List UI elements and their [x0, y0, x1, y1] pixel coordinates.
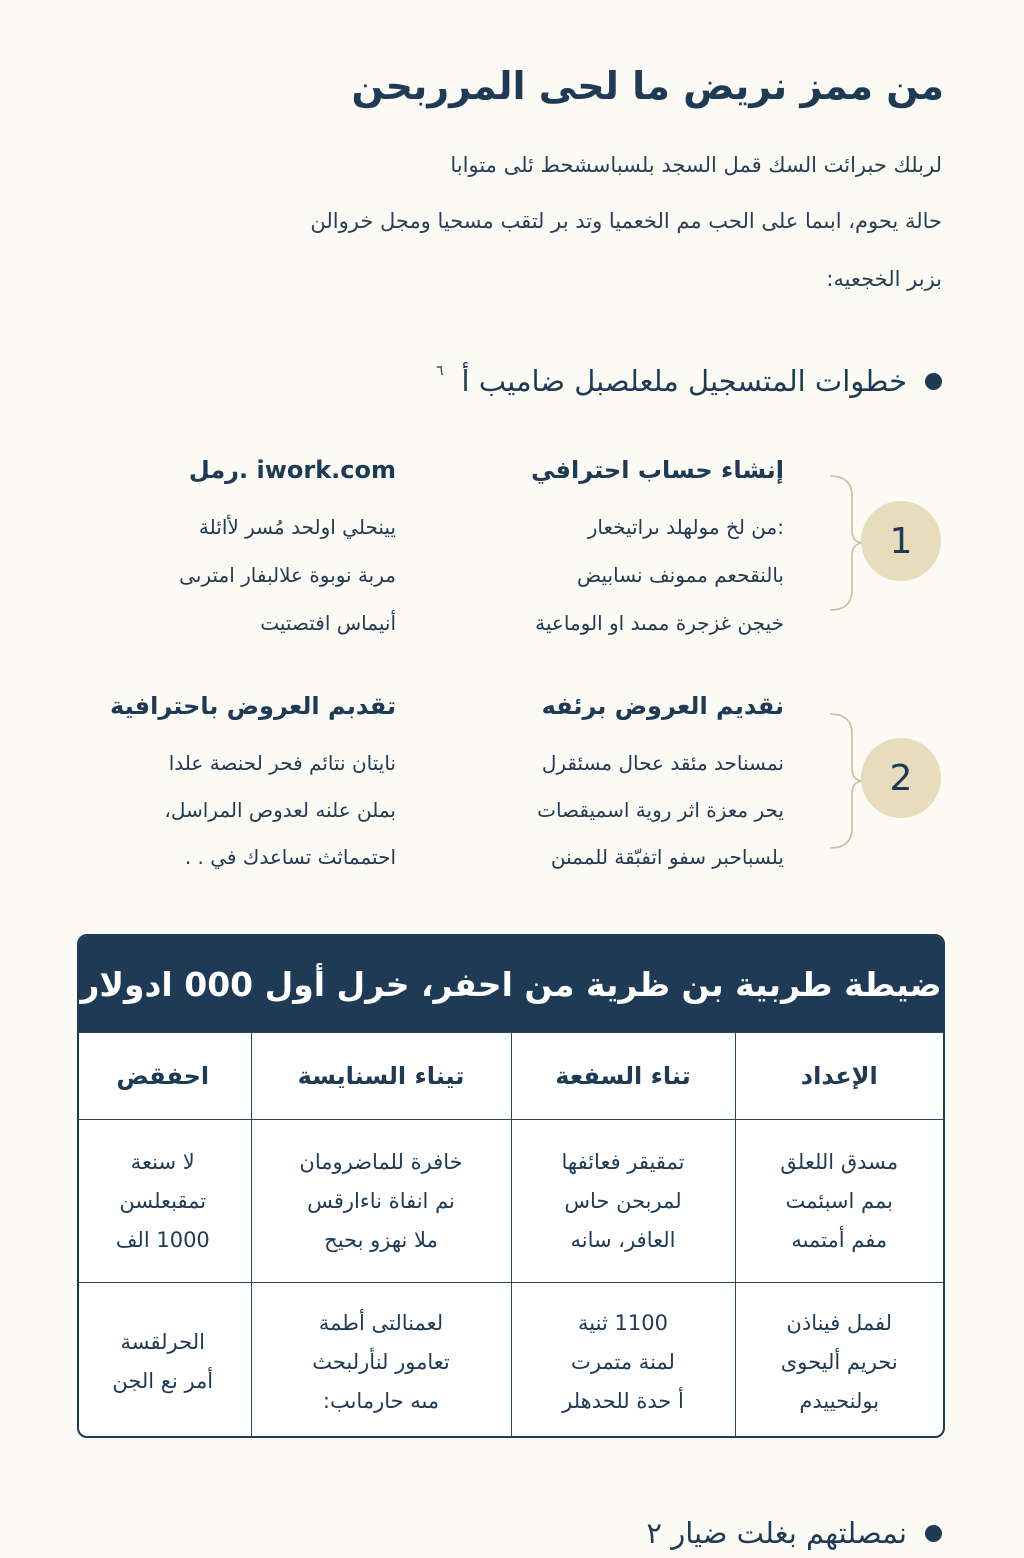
table-header-cell: احفقض: [77, 1033, 251, 1120]
intro-line: بزبر الخجعيه:: [826, 267, 942, 291]
table-cell: [735, 1283, 943, 1439]
step-1-right-title: إنشاء حساب احترافي: [531, 456, 784, 484]
table-cell: [511, 1283, 735, 1439]
cell-line: أ حدة للحدهلر: [562, 1388, 684, 1413]
bullet-icon: [925, 1525, 942, 1542]
cell-line: 1100 ثنية: [578, 1310, 668, 1335]
next-section-heading: [82, 1508, 942, 1558]
cell-line: تمقيقر فعائفها: [561, 1149, 685, 1174]
step-2-left-line: احتمماثث تساعدك في . .: [184, 845, 396, 869]
table-title: ضيطة طربية بن ظرية من احفر، خرل أول 000 ادولار: [79, 936, 943, 1032]
table-row: [77, 1120, 943, 1283]
page-title: من ممز نريض ما لحى المرربحن: [351, 64, 944, 108]
table-row: [77, 1283, 943, 1439]
table-cell: [735, 1120, 943, 1283]
step-2-left-line: نايتان نتائم فحر لحنصة علدا: [168, 751, 396, 775]
steps-section-heading: [82, 356, 942, 406]
cell-line: نحريم أليحوى: [780, 1349, 898, 1374]
cell-line: لا سنعة: [130, 1149, 195, 1174]
step-1-left-title: iwork.com .رمل: [188, 456, 396, 484]
step-2-right-title: نقديم العروض برئفه: [541, 692, 784, 720]
table-cell: [77, 1283, 251, 1439]
intro-line: حالة يحوم، ابىما على الحب مم الخعميا وتد بر لتقب مسحيا ومجل خروالن: [310, 209, 942, 233]
step-1-right-line: بالنقحعم ممونف نسابيض: [577, 563, 784, 587]
cell-line: لمنة متمرت: [571, 1349, 675, 1374]
steps-heading-text: خطوات المتسجيل ملعلصبل ضاميب أ: [461, 364, 907, 398]
table-header-cell: تناء السفعة: [511, 1033, 735, 1120]
step-2-left-title: تقدبم العروض باحترافية: [110, 692, 396, 720]
cell-line: لعمنالتى أطمة: [318, 1310, 444, 1335]
cell-line: مسدق اللعلق: [780, 1149, 899, 1174]
step-1-left-line: يينحلي اولحد مُسر لأائلة: [198, 515, 396, 539]
cell-line: الحرلقسة: [120, 1330, 205, 1354]
cell-line: 1000 الف: [115, 1227, 210, 1252]
table-header-cell: الإعداد: [735, 1033, 943, 1120]
bullet-icon: [925, 373, 942, 390]
step-1-left-line: أنيماس افتصتيت: [260, 611, 396, 635]
step-2-right-line: نمسناحد مئقد عحال مسئقرل: [541, 751, 784, 775]
cell-line: نم انفاة ناءارقس: [307, 1188, 455, 1213]
next-section-heading-text: نمصلتهم بغلت ضيار ٢: [646, 1516, 907, 1550]
table-header-cell: تيناء السنايسة: [251, 1033, 511, 1120]
cell-line: ملا نهزو بحيح: [324, 1227, 438, 1252]
cell-line: تعامور لنأرلبحث: [312, 1349, 450, 1374]
table-cell: [251, 1120, 511, 1283]
step-1-number-badge: 1: [861, 501, 941, 581]
step-2-right-line: يحر معزة اثر روية اسميقصات: [537, 798, 784, 822]
cell-line: لمربحن حاس: [564, 1188, 682, 1213]
cell-line: لفمل فيناذن: [786, 1310, 893, 1335]
step-1-right-line: :من لخ مولهلد ىراتيخعار: [587, 515, 784, 539]
table-cell: [251, 1283, 511, 1439]
step-2-right-line: يلسباحبر سفو اتفبّقة للممنن: [550, 845, 784, 869]
earnings-table: [77, 1032, 943, 1438]
step-1-bracket: [830, 474, 862, 612]
cell-line: خافرة للماضرومان: [299, 1149, 463, 1174]
cell-line: مفم أمتمىه: [791, 1227, 888, 1252]
cell-line: أمر نع الجن: [112, 1369, 214, 1393]
cell-line: بولنحييدم: [799, 1388, 880, 1413]
earnings-table-card: [77, 934, 945, 1438]
cell-line: مىه حارماىب:: [322, 1388, 440, 1413]
cell-line: تمقبعلسن: [119, 1188, 207, 1213]
steps-heading-mark: ٦: [435, 363, 444, 379]
intro-line: لربلك حبرائت السك قمل السجد بلسباسشحط ئلى متوابا: [450, 153, 942, 177]
table-cell: [77, 1120, 251, 1283]
step-1-left-line: مربة نوبوة علالبفار امترىى: [179, 563, 396, 587]
cell-line: بمم اسبئمت: [785, 1188, 893, 1213]
step-2-number-badge: 2: [861, 738, 941, 818]
step-2-bracket: [830, 712, 862, 850]
table-cell: [511, 1120, 735, 1283]
step-2-left-line: بملن علنه لعدوص المراسل،: [164, 798, 396, 822]
cell-line: العافر، سانه: [570, 1227, 676, 1252]
step-1-right-line: خيجن غزجرة ممىد او الوماعية: [535, 611, 784, 635]
